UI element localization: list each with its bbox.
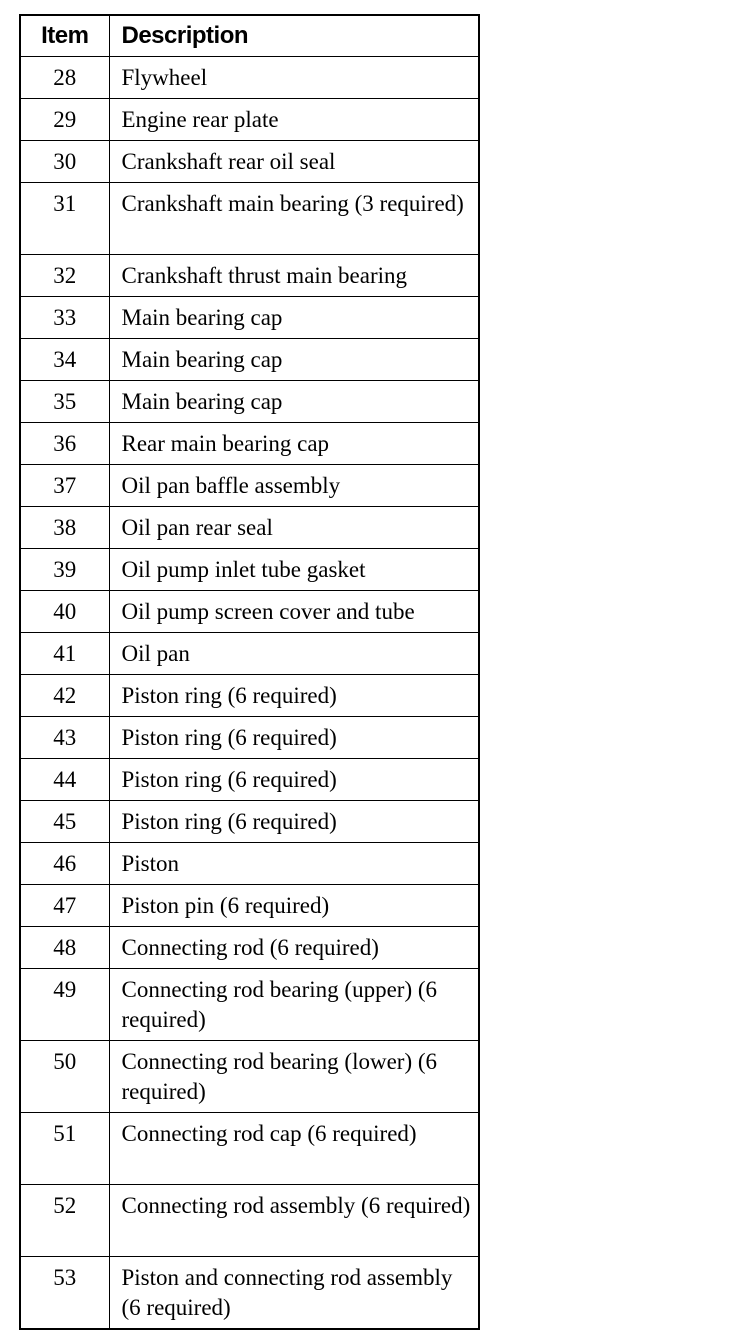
item-number-cell: 38	[20, 507, 109, 549]
description-cell: Piston ring (6 required)	[109, 801, 479, 843]
description-cell: Flywheel	[109, 57, 479, 99]
table-row	[20, 1185, 479, 1257]
item-number-cell: 29	[20, 99, 109, 141]
description-cell: Crankshaft rear oil seal	[109, 141, 479, 183]
table-row	[20, 969, 479, 1041]
table-row	[20, 507, 479, 549]
item-number-cell: 50	[20, 1041, 109, 1113]
description-cell: Main bearing cap	[109, 339, 479, 381]
table-header	[20, 15, 479, 57]
description-cell: Main bearing cap	[109, 381, 479, 423]
item-number-cell: 40	[20, 591, 109, 633]
description-cell: Main bearing cap	[109, 297, 479, 339]
item-number-cell: 45	[20, 801, 109, 843]
item-number-cell: 48	[20, 927, 109, 969]
description-cell: Crankshaft thrust main bearing	[109, 255, 479, 297]
item-number-cell: 32	[20, 255, 109, 297]
item-number-cell: 51	[20, 1113, 109, 1185]
table-row	[20, 927, 479, 969]
table-row	[20, 381, 479, 423]
table-row	[20, 423, 479, 465]
item-number-cell: 49	[20, 969, 109, 1041]
table-row	[20, 297, 479, 339]
description-column-header: Description	[109, 15, 479, 57]
description-cell: Oil pump screen cover and tube	[109, 591, 479, 633]
item-column-header: Item	[20, 15, 109, 57]
item-number-cell: 52	[20, 1185, 109, 1257]
item-number-cell: 53	[20, 1257, 109, 1330]
description-cell: Oil pan	[109, 633, 479, 675]
description-cell: Oil pump inlet tube gasket	[109, 549, 479, 591]
item-number-cell: 47	[20, 885, 109, 927]
table-row	[20, 633, 479, 675]
item-number-cell: 30	[20, 141, 109, 183]
item-number-cell: 28	[20, 57, 109, 99]
item-number-cell: 39	[20, 549, 109, 591]
item-number-cell: 37	[20, 465, 109, 507]
item-number-cell: 46	[20, 843, 109, 885]
description-cell: Connecting rod bearing (upper) (6 required)	[109, 969, 479, 1041]
table-row	[20, 843, 479, 885]
description-cell: Piston ring (6 required)	[109, 717, 479, 759]
description-cell: Oil pan rear seal	[109, 507, 479, 549]
description-cell: Connecting rod assembly (6 required)	[109, 1185, 479, 1257]
table-row	[20, 465, 479, 507]
table-row	[20, 57, 479, 99]
item-number-cell: 34	[20, 339, 109, 381]
table-row	[20, 141, 479, 183]
item-number-cell: 33	[20, 297, 109, 339]
table-row	[20, 183, 479, 255]
table-row	[20, 1113, 479, 1185]
table-row	[20, 717, 479, 759]
description-cell: Engine rear plate	[109, 99, 479, 141]
description-cell: Connecting rod cap (6 required)	[109, 1113, 479, 1185]
description-cell: Connecting rod bearing (lower) (6 required)	[109, 1041, 479, 1113]
item-number-cell: 31	[20, 183, 109, 255]
table-row	[20, 885, 479, 927]
description-cell: Piston pin (6 required)	[109, 885, 479, 927]
table-row	[20, 99, 479, 141]
table-row	[20, 549, 479, 591]
description-cell: Crankshaft main bearing (3 required)	[109, 183, 479, 255]
table-row	[20, 591, 479, 633]
table-row	[20, 339, 479, 381]
table-row	[20, 801, 479, 843]
description-cell: Piston ring (6 required)	[109, 675, 479, 717]
table-row	[20, 759, 479, 801]
table-body	[20, 57, 479, 1330]
item-number-cell: 36	[20, 423, 109, 465]
header-row	[20, 15, 479, 57]
table-row	[20, 255, 479, 297]
description-cell: Piston	[109, 843, 479, 885]
description-cell: Piston and connecting rod assembly (6 required)	[109, 1257, 479, 1330]
table-row	[20, 1257, 479, 1330]
table-row	[20, 1041, 479, 1113]
item-number-cell: 43	[20, 717, 109, 759]
description-cell: Oil pan baffle assembly	[109, 465, 479, 507]
parts-table	[19, 14, 480, 1330]
item-number-cell: 42	[20, 675, 109, 717]
description-cell: Piston ring (6 required)	[109, 759, 479, 801]
item-number-cell: 41	[20, 633, 109, 675]
table-row	[20, 675, 479, 717]
description-cell: Rear main bearing cap	[109, 423, 479, 465]
item-number-cell: 35	[20, 381, 109, 423]
description-cell: Connecting rod (6 required)	[109, 927, 479, 969]
item-number-cell: 44	[20, 759, 109, 801]
